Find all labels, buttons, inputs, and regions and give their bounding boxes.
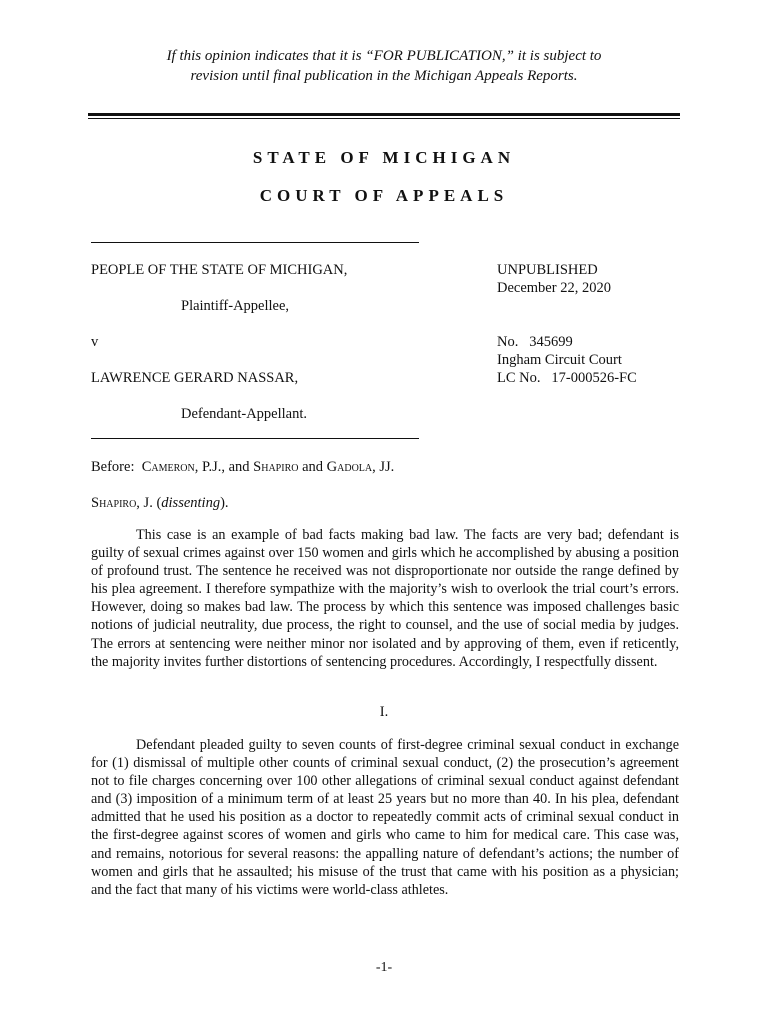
author-line [91, 494, 229, 512]
judge-cameron: Cameron [141, 459, 195, 475]
notice-line-1: If this opinion indicates that it is “FOR PUBLICATION,” it is subject to [166, 48, 602, 64]
decision-date: December 22, 2020 [497, 280, 611, 296]
panel-pj: , P.J., and [194, 459, 254, 475]
plaintiff-name: PEOPLE OF THE STATE OF MICHIGAN, [91, 262, 348, 278]
caption-rule-bottom [91, 438, 419, 439]
paragraph-2: Defendant pleaded guilty to seven counts of first-degree criminal sexual conduct in exchange for (1) dismissal of multiple other counts of criminal sexual conduct, (2) the prosecution’s agreement not to file charges concerning over 100 other allegations of criminal sexual conduct against defendant and (3) imposition of a minimum term of at least 25 years but no more than 40. In his plea, defendant admitted that he used his position as a doctor to repeatedly commit acts of criminal sexual conduct in the first-degree against scores of women and girls who came to him for medical care. This case was, and remains, notorious for several reasons: the appalling nature of defendant’s actions; the number of women and girls that he assaulted; his misuse of the trust that came with his position as a physician; and the fact that many of his victims were world-class athletes. [91, 737, 679, 898]
judge-shapiro: Shapiro [253, 459, 299, 475]
author-name: Shapiro [91, 495, 137, 511]
publication-status: UNPUBLISHED [497, 262, 598, 278]
panel-jj: , JJ. [372, 459, 395, 475]
page-number: -1- [375, 960, 393, 975]
author-end: ). [220, 495, 229, 511]
defendant-role: Defendant-Appellant. [181, 406, 308, 422]
panel-and: and [298, 459, 327, 475]
lower-court-number: LC No. 17-000526-FC [497, 370, 637, 386]
defendant-name: LAWRENCE GERARD NASSAR, [91, 370, 299, 386]
judge-gadola: Gadola [326, 459, 373, 475]
panel-line [91, 458, 394, 476]
section-heading-I: I. [379, 704, 389, 720]
paragraph-1: This case is an example of bad facts making bad law. The facts are very bad; defendant is guilty of sexual crimes against over 150 women and girls which he accomplished by abusing a position of profound trust. The sentence he received was not disproportionate nor outside the range defined by his plea agreement. I therefore sympathize with the majority’s wish to overlook the trial court’s errors. However, doing so makes bad law. The process by which this sentence was imposed challenges basic notions of judicial neutrality, due process, the right to counsel, and the use of social media by judges. The errors at sentencing were neither minor nor isolated and by approving of them, even if reticently, the majority invites further distortions of sentencing procedures. Accordingly, I respectfully dissent. [91, 527, 679, 670]
court-heading: COURT OF APPEALS [259, 186, 509, 205]
header-rule-thin [88, 118, 680, 119]
notice-line-2: revision until final publication in the Michigan Appeals Reports. [190, 68, 578, 84]
paragraph-1-block [91, 526, 679, 671]
docket-number: No. 345699 [497, 334, 573, 350]
trial-court: Ingham Circuit Court [497, 352, 622, 368]
author-title: , J. ( [136, 495, 162, 511]
state-heading: STATE OF MICHIGAN [252, 148, 516, 167]
paragraph-2-block [91, 736, 679, 899]
caption-rule-top [91, 242, 419, 243]
header-rule-thick [88, 113, 680, 116]
versus: v [91, 334, 99, 350]
plaintiff-role: Plaintiff-Appellee, [181, 298, 290, 314]
author-note: dissenting [161, 495, 221, 511]
panel-before: Before: [91, 459, 142, 475]
publication-notice [0, 46, 768, 86]
